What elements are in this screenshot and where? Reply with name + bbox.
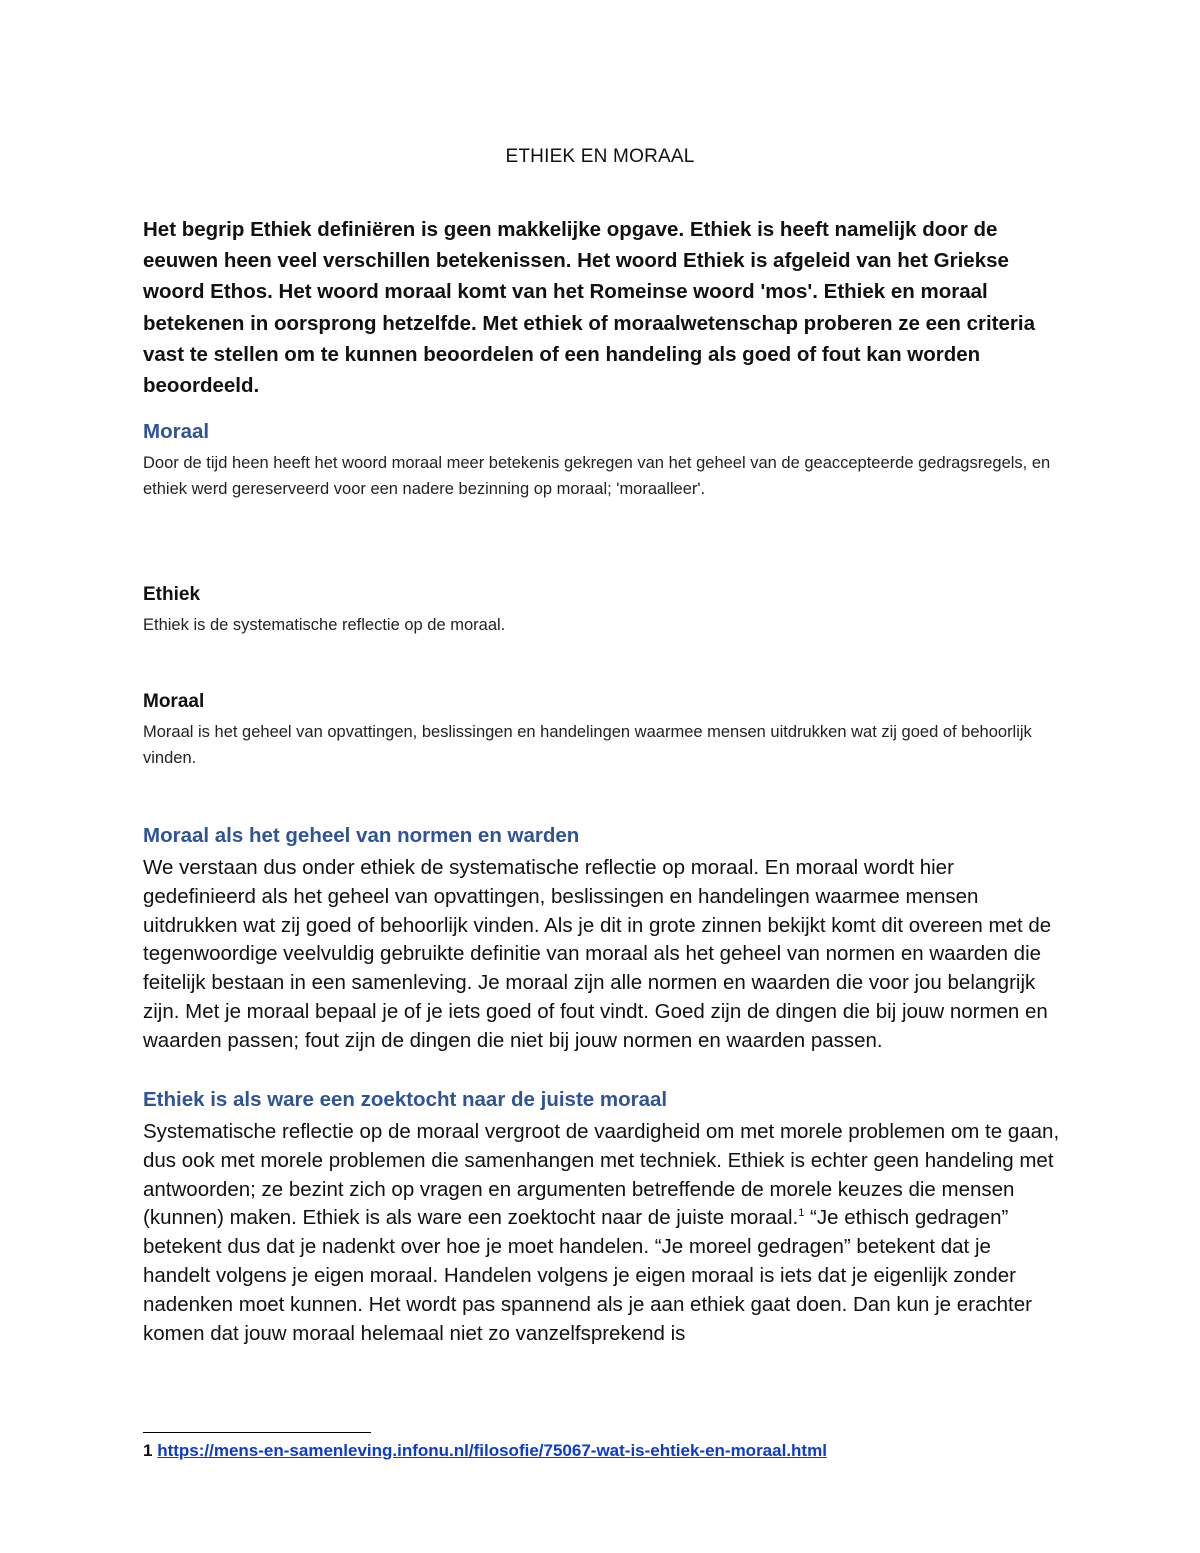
paragraph-zoektocht-part2: “Je ethisch gedragen” betekent dus dat je nadenkt over hoe je moet handelen. “Je moreel gedragen” betekent dat je handelt volgens je eigen moraal. Handelen volgens je eigen moraal is iets dat je eigenlijk zonder nadenken moet kunnen. Het wordt pas spannend als je aan ethiek gaat doen. Dan kun je erachter komen dat jouw moraal helemaal niet zo vanzelfsprekend is — [143, 1206, 1032, 1345]
paragraph-ethiek: Ethiek is de systematische reflectie op de moraal. — [143, 616, 506, 634]
paragraph-zoektocht-part1: Systematische reflectie op de moraal vergroot de vaardigheid om met morele problemen om te gaan, dus ook met morele problemen die samenhangen met techniek. Ethiek is echter geen handeling met antwoorden; ze bezint zich op vragen en argumenten betreffende de morele keuzes die mensen (kunnen) maken. Ethiek is als ware een zoektocht naar de juiste moraal. — [143, 1120, 1060, 1230]
document-title: ETHIEK EN MORAAL — [505, 146, 695, 167]
heading-zoektocht: Ethiek is als ware een zoektocht naar de juiste moraal — [143, 1088, 668, 1111]
footnote-reference[interactable]: 1 — [798, 1207, 805, 1220]
footnote-number: 1 — [143, 1441, 153, 1460]
paragraph-zoektocht — [143, 1118, 1063, 1348]
heading-moraal: Moraal — [143, 420, 210, 443]
footnote-separator — [143, 1432, 371, 1433]
heading-normen-waarden: Moraal als het geheel van normen en warden — [143, 824, 580, 847]
paragraph-moraal-2: Moraal is het geheel van opvattingen, beslissingen en handelingen waarmee mensen uitdrukken wat zij goed of behoorlijk vinden. — [143, 723, 1032, 767]
footnote — [143, 1441, 827, 1461]
paragraph-normen-waarden: We verstaan dus onder ethiek de systematische reflectie op moraal. En moraal wordt hier gedefinieerd als het geheel van opvattingen, beslissingen en handelingen waarmee mensen uitdrukken wat zij goed of behoorlijk vinden. Als je dit in grote zinnen bekijkt komt dit overeen met de tegenwoordige veelvuldig gebruikte definitie van moraal als het geheel van normen en waarden die feitelijk bestaan in een samenleving. Je moraal zijn alle normen en waarden die voor jou belangrijk zijn. Met je moraal bepaal je of je iets goed of fout vindt. Goed zijn de dingen die bij jouw normen en waarden passen; fout zijn de dingen die niet bij jouw normen en waarden passen. — [143, 856, 1052, 1052]
intro-paragraph: Het begrip Ethiek definiëren is geen makkelijke opgave. Ethiek is heeft namelijk door de eeuwen heen veel verschillen betekenissen. Het woord Ethiek is afgeleid van het Griekse woord Ethos. Het woord moraal komt van het Romeinse woord 'mos'. Ethiek en moraal betekenen in oorsprong hetzelfde. Met ethiek of moraalwetenschap proberen ze een criteria vast te stellen om te kunnen beoordelen of een handeling als goed of fout kan worden beoordeeld. — [143, 218, 1035, 398]
paragraph-moraal: Door de tijd heen heeft het woord moraal meer betekenis gekregen van het geheel van de geaccepteerde gedragsregels, en ethiek werd gereserveerd voor een nadere bezinning op moraal; 'moraalleer'. — [143, 454, 1051, 498]
footnote-link[interactable]: https://mens-en-samenleving.infonu.nl/filosofie/75067-wat-is-ehtiek-en-moraal.html — [157, 1441, 827, 1460]
heading-ethiek: Ethiek — [143, 584, 201, 605]
heading-moraal-2: Moraal — [143, 691, 205, 712]
